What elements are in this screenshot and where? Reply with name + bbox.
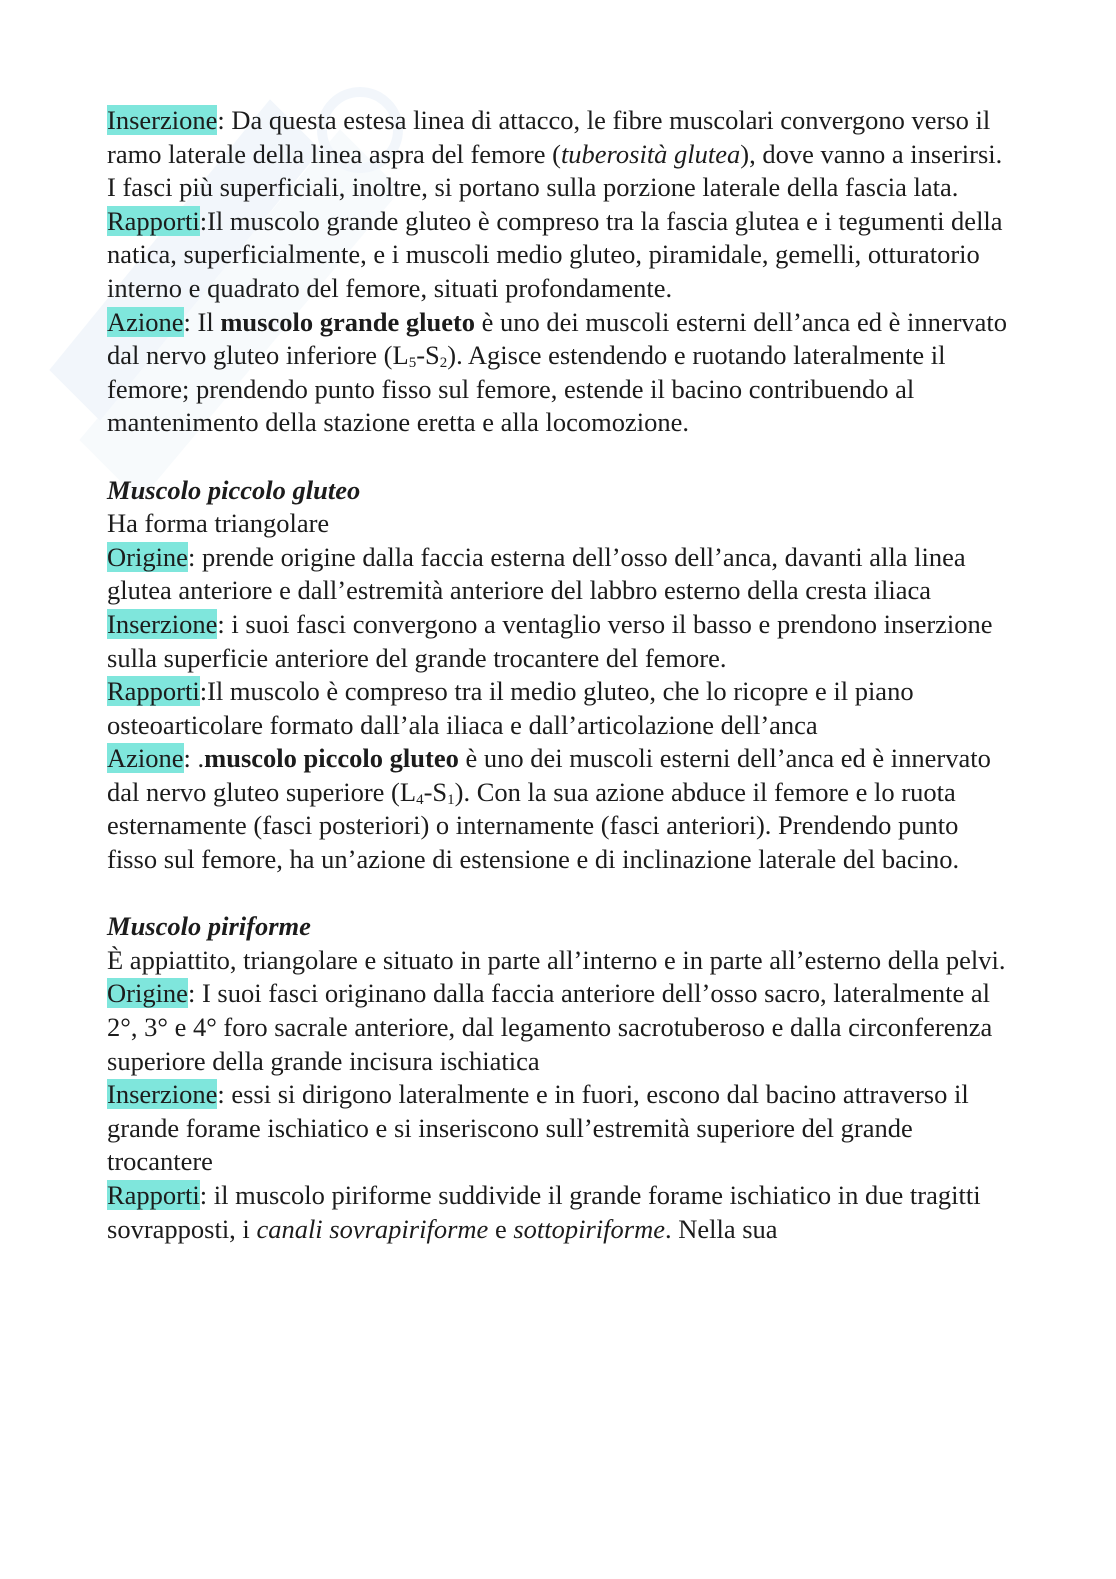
s1-rapporti-paragraph: Rapporti:Il muscolo grande gluteo è compreso tra la fascia glutea e i tegumenti della natica, superficialmente, e i muscoli medio gluteo, piramidale, gemelli, otturatorio interno e quadrato del femore, situati profondamente.: [107, 205, 1003, 303]
s3-origine-paragraph: Origine: I suoi fasci originano dalla faccia anteriore dell’osso sacro, lateralmente al 2°, 3° e 4° foro sacrale anteriore, dal legamento sacrotuberoso e dalla circonferenza superiore della grande incisura ischiatica: [107, 978, 993, 1076]
s3-intro: È appiattito, triangolare e situato in parte all’interno e in parte all’esterno della pelvi.: [107, 944, 1006, 975]
s2-azione-paragraph: Azione: .muscolo piccolo gluteo è uno dei muscoli esterni dell’anca ed è innervato dal nervo gluteo superiore $(L_4-S_1)$. Con la sua azione abduce il femore e lo ruota esternamente (fasci posteriori) o internamente (fasci anteriori). Prendendo punto fisso sul femore, ha un’azione di estensione e di inclinazione laterale del bacino.: [107, 743, 991, 875]
s3-inserzione-paragraph: Inserzione: essi si dirigono lateralmente e in fuori, escono dal bacino attraverso il grande forame ischiatico e si inseriscono sull’estremità superiore del grande trocantere: [107, 1079, 969, 1177]
s1-inserzione-paragraph: Inserzione: Da questa estesa linea di attacco, le fibre muscolari convergono verso il ramo laterale della linea aspra del femore (tuberosità glutea), dove vanno a inserirsi. I fasci più superficiali, inoltre, si portano sulla porzione laterale della fascia lata.: [107, 105, 1003, 203]
s3-inserzione-label: Inserzione: [107, 1079, 218, 1110]
spacer: [107, 877, 1012, 911]
s1-rapporti-label: Rapporti: [107, 205, 200, 236]
s2-inserzione-paragraph: Inserzione: i suoi fasci convergono a ventaglio verso il basso e prendono inserzione sulla superficie anteriore del grande trocantere del femore.: [107, 608, 993, 673]
s2-origine-label: Origine: [107, 541, 188, 572]
document-page: [107, 104, 1012, 1246]
s1-azione-label: Azione: [107, 306, 184, 337]
s3-origine-label: Origine: [107, 978, 188, 1009]
s2-title: Muscolo piccolo gluteo: [107, 474, 361, 505]
s2-origine-paragraph: Origine: prende origine dalla faccia esterna dell’osso dell’anca, davanti alla linea glutea anteriore e dall’estremità anteriore del labbro esterno della cresta iliaca: [107, 541, 966, 606]
s1-inserzione-label: Inserzione: [107, 105, 218, 135]
s2-rapporti-paragraph: Rapporti:Il muscolo è compreso tra il medio gluteo, che lo ricopre e il piano osteoarticolare formato dall’ala iliaca e dall’articolazione dell’anca: [107, 676, 914, 740]
s2-rapporti-label: Rapporti: [107, 676, 200, 707]
s2-inserzione-label: Inserzione: [107, 608, 218, 639]
spacer: [107, 440, 1012, 474]
s3-rapporti-paragraph: Rapporti: il muscolo piriforme suddivide il grande forame ischiatico in due tragitti sovrapposti, i canali sovrapiriforme e sottopiriforme. Nella sua: [107, 1180, 981, 1244]
s3-title: Muscolo piriforme: [107, 911, 311, 942]
s3-rapporti-label: Rapporti: [107, 1180, 200, 1210]
s1-azione-paragraph: Azione: Il muscolo grande glueto è uno dei muscoli esterni dell’anca ed è innervato dal nervo gluteo inferiore $(L_5-S_2)$. Agisce estendendo e ruotando lateralmente il femore; prendendo punto fisso sul femore, estende il bacino contribuendo al mantenimento della stazione eretta e alla locomozione.: [107, 306, 1008, 438]
s2-intro: Ha forma triangolare: [107, 508, 330, 539]
s2-azione-label: Azione: [107, 743, 184, 774]
